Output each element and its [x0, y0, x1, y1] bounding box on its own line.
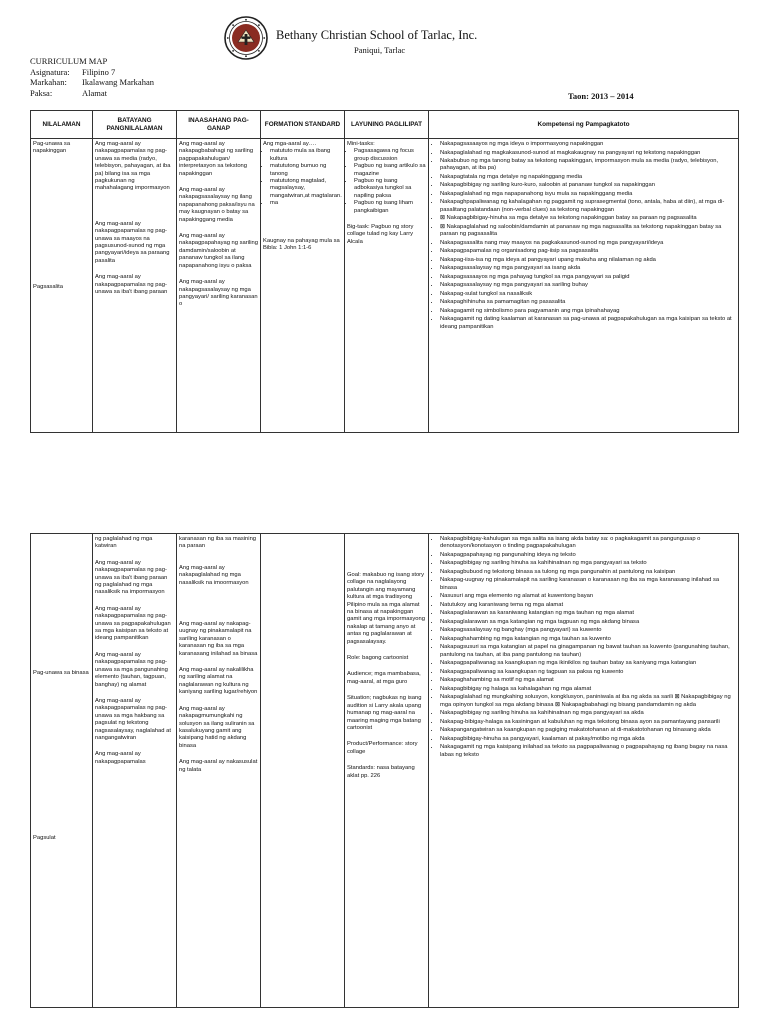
layunin-goal: Goal: makabuo ng isang story collage na naglalayong palutangin ang mayamang kultura at mga tradisyong Pilipino mula sa mga alamat na binasa at napakinggan gamit ang mga impormasyong nakalap at tamang anyo at antas ng paglalarawan at pagsasalaysay. [347, 572, 425, 645]
meta-value: Alamat [82, 87, 108, 98]
school-year: Taon: 2013 – 2014 [568, 91, 634, 101]
col-header-layunin: LAYUNING PAGLILIPAT [345, 111, 429, 139]
meta-row-asignatura [30, 67, 154, 78]
list-item: • Nakapangangatwiran sa kaangkupan ng pagiging makatotohanan at di-makatotohanan ng binasang akda [440, 727, 736, 734]
formation-item: • ma [270, 200, 342, 207]
list-item: • Nakapaghpapaliwanag ng kahalagahan ng paggamit ng suprasegmental (tono, antala, haba at diin), at mga di-pasalitang palatandaan (non-verbal clues) sa tekstong napakinggan [440, 199, 736, 214]
document-meta [30, 56, 154, 98]
school-seal-logo [224, 16, 268, 60]
list-item: • Nakapagbibigay-hinuha sa pangyayari, kaalaman at pakay/motibo ng mga akda [440, 736, 736, 743]
nilalaman-item: Pag-unawa sa napakinggan [33, 141, 71, 155]
list-item: • Nakapagbibigay ng sariling kuro-kuro, saloobin at pananaw tungkol sa napakinggan [440, 182, 736, 189]
inaasahan-item: Ang mag-aaral ay nakapagpapahayag ng sariling damdamin/saloobin at pananaw tungkol sa ilang napapanahong isyu o paksa [179, 233, 258, 269]
cell-batayang [93, 139, 177, 433]
list-item: • Nakapagtatala ng mga detalye ng napakinggang media [440, 174, 736, 181]
list-item: • Nakapagbibigay ng halaga sa kahalagahan ng mga alamat [440, 686, 736, 693]
layunin-role: Role: bagong cartoonist [347, 655, 409, 662]
meta-label: Markahan: [30, 77, 67, 87]
batayang-item: Ang mag-aaral ay nakapagpapamalas ng pag-unawa sa iba't ibang paraan [95, 274, 168, 296]
col-header-batayang: BATAYANG PANGNILALAMAN [93, 111, 177, 139]
cell-layunin [345, 534, 429, 1008]
list-item: • Nakapagbibigay ng sariling hinuha sa kahihinatnan ng mga pangyayari sa akda [440, 710, 736, 717]
layunin-situation: Situation; nagbukas ng isang audition si Larry akala upang humanap ng mag-aaral na maaring maging mga batang cartoonist [347, 695, 422, 731]
formation-intro: Ang mga-aaral ay…. [263, 141, 317, 147]
curriculum-table-page-1 [30, 110, 739, 433]
list-item: • Nakapagsasalaysay ng banghay (mga pangyayari) sa kuwento [440, 627, 736, 634]
list-item: • Nakapaglalahad ng magkakasunod-sunod at magkakaugnay na pangyayari ng tekstong napakinggan [440, 150, 736, 157]
meta-label: Asignatura: [30, 66, 70, 77]
nilalaman-item: Pag-unawa sa binasa [33, 670, 89, 676]
list-item: • Nakapagsasaayos ng mga ideya o impormasyong napakinggan [440, 141, 736, 148]
meta-row-markahan [30, 77, 154, 88]
col-header-kompetensi: Kompetensi ng Pampagkatoto [429, 111, 739, 139]
cell-nilalaman [31, 139, 93, 433]
cell-inaasahan [177, 534, 261, 1008]
meta-label: Paksa: [30, 87, 53, 98]
inaasahan-item: Ang mag-aaral ay nakapagmumungkahi ng solusyon sa ilang suliranin sa kasalukuyang gamit ang kaisipang hatid ng akdang binasa [179, 705, 255, 749]
meta-value: Filipino 7 [82, 66, 116, 77]
formation-item: • matututo mula sa ibang kultura [270, 148, 342, 163]
col-header-inaasahan: INAASAHANG PAG-GANAP [177, 111, 261, 139]
cell-layunin [345, 139, 429, 433]
meta-row-paksa [30, 88, 154, 99]
list-item: • Nasusuri ang mga elemento ng alamat at kuwentong bayan [440, 593, 736, 600]
nilalaman-item: Pagsasalita [33, 283, 63, 290]
list-item: • Nakapagpapamalas ng organisadong pag-iisip sa pagsasalita [440, 248, 736, 255]
layunin-item: • Pagbuo ng isang liham pangkaibigan [354, 200, 426, 215]
list-item: • Nakapaglalahad ng mga napapanahong isyu mula sa napakinggang media [440, 191, 736, 198]
list-item: • Nakapag-bibigay-halaga sa kasiningan at kabuluhan ng mga tekstong binasa ayon sa pamantayang pansarili [440, 719, 736, 726]
list-item: • Nakapagbibigay-kahulugan sa mga salita sa isang akda batay sa: o pagkakagamit sa pangungusap o denotasyon/konotasyon o tinding pagpapakahulugan [440, 536, 736, 551]
batayang-item: Ang mag-aaral ay nakapagpapamalas [95, 751, 146, 765]
cell-batayang [93, 534, 177, 1008]
inaasahan-item: Ang mag-aaral ay nakapaglalahad ng mga nasaliksik na imoormasyon [179, 564, 249, 586]
list-item: • Nakapaglalahad ng mungkahing solusyon, kongklusyon, paniniwala at iba ng akda sa sarili ⊠ Nakapagbibigay ng mga opinyon tungkol sa mga akdang binasa ⊠ Nakapagbabahagi ng bisang pandamdamin ng akda [440, 694, 736, 709]
cell-inaasahan [177, 139, 261, 433]
layunin-item: • Pagbuo ng isang artikulo sa magazine [354, 163, 426, 178]
table-header-row [31, 111, 739, 139]
inaasahan-item: karanasan ng iba sa masining na paraan [179, 536, 257, 550]
list-item: • Nakagagamit ng mga kaisipang inilahad sa teksto sa pagpapaliwanag o pagpapahayag ng ibang bagay na nasa labas ng teksto [440, 744, 736, 759]
table-row [31, 534, 739, 1008]
list-item: • Nakapagpapaliwanag sa kaangkupan ng tagpuan sa paksa ng kuwento [440, 669, 736, 676]
list-item: • Natutukoy ang karaniwang tema ng mga alamat [440, 602, 736, 609]
list-item: • Nakapagbibigay ng sariling hinuha sa kahihinatnan ng mga pangyayari sa teksto [440, 560, 736, 567]
list-item: • Nakapaglalarawan sa karaniwang katangian ng mga tauhan ng mga alamat [440, 610, 736, 617]
layunin-standards: Standards: nasa batayang aklat pp. 226 [347, 765, 415, 779]
inaasahan-item: Ang mag-aaral ay nakasusulat ng talata [179, 759, 258, 773]
list-item: • Nakapagpapaliwanag sa kaangkupan ng mga ikinikilos ng tauhan batay sa kaniyang mga katangian [440, 660, 736, 667]
list-item: • Nakapaghahambing sa motif ng mga alamat [440, 677, 736, 684]
kompetensi-list [431, 536, 736, 759]
school-name: Bethany Christian School of Tarlac, Inc. [276, 28, 478, 42]
list-item: • Nakapaglalarawan sa mga katangian ng mga tagpuan ng mga akdang binasa [440, 619, 736, 626]
batayang-item: Ang mag-aaral ay nakapagpapamalas ng pag-unawa sa iba't ibang paraan ng paglalahad ng mga nasaliksik na impormasyon [95, 559, 168, 596]
layunin-item: • Pagbuo ng isang adbokasiya tungkol sa napiling paksa [354, 178, 426, 200]
layunin-product: Product/Performance: story collage [347, 741, 418, 755]
layunin-audience: Audience; mga mambabasa, mag-aaral, at mga guro [347, 671, 421, 685]
list-item: • Nakapaghahambing ng mga katangian ng mga tauhan sa kuwento [440, 636, 736, 643]
layunin-item: • Pagsasagawa ng focus group discussion [354, 148, 426, 163]
nilalaman-item: Pagsulat [33, 835, 56, 842]
cell-kompetensi [429, 139, 739, 433]
inaasahan-item: Ang mag-aaral ay nakapagsasalaysay ng mga pangyayari/ sariling karanasan o [179, 279, 258, 308]
formation-item: • matututong bumuo ng tanong [270, 163, 342, 178]
formation-bible-reference: Kaugnay na pahayag mula sa Bibla: 1 John 1:1-6 [263, 237, 340, 252]
layunin-list [347, 148, 426, 215]
cell-formation [261, 534, 345, 1008]
cell-formation [261, 139, 345, 433]
inaasahan-item: Ang mag-aaral ay nakapagsasalaysay ng ilang napapanahong paksa/isyu na may kaugnayan o batay sa napakinggang media [179, 187, 255, 223]
list-item: • Nakapag-sulat tungkol sa nasaliksik [440, 291, 736, 298]
batayang-item: Ang mag-aaral ay nakapagpapamalas ng pag-unawa sa media (radyo, telebisyon, pahayagan, at iba pa) bilang isa sa mga pagkukunan ng mahahalagang impormasyon [95, 141, 171, 192]
list-item: • Nakabubuo ng mga tanong batay sa tekstong napakinggan, impormasyon mula sa media (radyo, telebisyon, pahayagan, at iba pa) [440, 158, 736, 173]
list-item: • Nakagagamit ng dating kaalaman at karanasan sa pag-unawa at pagpapakahulugan sa mga kaisipan sa teksto at ideang pampanitikan [440, 316, 736, 331]
batayang-item: ng paglalahad ng mga katwiran [95, 536, 153, 550]
meta-value: Ikalawang Markahan [82, 77, 154, 87]
col-header-formation: FORMATION STANDARD [261, 111, 345, 139]
layunin-big-task: Big-task: Pagbuo ng story collage tulad ng kay Larry Alcala [347, 224, 414, 245]
batayang-item: Ang mag-aaral ay nakapagpapamalas ng pag-unawa sa maayos na pagsusunod-sunod ng mga pangyayari/ideya sa paraang pasalita [95, 220, 170, 264]
list-item: • ⊠ Nakapagbibigay-hinuha sa mga detalye sa tekstong napakinggan batay sa paraan ng pagsasalita [440, 215, 736, 222]
list-item: • Nakapagsasalita nang may maayos na pagkakasunod-sunod ng mga pangyayari/ideya [440, 240, 736, 247]
list-item: • Nakapagsasalaysay ng mga pangyayari sa sariling buhay [440, 282, 736, 289]
list-item: • Nakapaghihinuha sa pamamagitan ng pasasalita [440, 299, 736, 306]
batayang-item: Ang mag-aaral ay nakapagpapamalas ng pag-unawa sa mga hakbang sa pagsulat ng tekstong nagsasalaysay, naglalahad at nangangatwiran [95, 697, 171, 741]
list-item: • Nakapagsasalaysay ng mga pangyayari sa isang akda [440, 265, 736, 272]
kompetensi-list [431, 141, 736, 331]
list-item: • Nakapagsasaayos ng mga pahayag tungkol sa mga pangyayari sa paligid [440, 274, 736, 281]
formation-item: • matututong magtalad, magsalaysay, mangatwiran,at magtalaran. [270, 178, 342, 200]
list-item: • Nakapag-iisa-isa ng mga ideya at pangyayari upang makuha ang nilalaman ng akda [440, 257, 736, 264]
curriculum-table-page-2 [30, 533, 739, 1008]
cell-nilalaman [31, 534, 93, 1008]
batayang-item: Ang mag-aaral ay nakapagpapamalas ng pag-unawa sa mga pangunahing elemento (tauhan, tagpuan, banghay) ng alamat [95, 651, 168, 688]
inaasahan-item: Ang mag-aaral ay nakalilikha ng sariling alamat na naglalarawan ng kultura ng kaniyang sariling lugar/rehiyon [179, 667, 258, 696]
list-item: • Nakapagsusuri sa mga katangian at papel na ginagampanan ng bawat tauhan sa kuwento (pangunahing tauhan, pantulong na tauhan, at iba pang pantulong na tauhan) [440, 644, 736, 659]
inaasahan-item: Ang mag-aaral ay nakapagbabahagi ng sariling pagpapakahulugan/ interpretasyon sa tekstong napakinggan [179, 141, 254, 177]
inaasahan-item: Ang mag-aaral ay nakapag- uugnay ng pinakamalapit na sariling karanasan o karanasan ng iba sa mga karanasang inilahad sa binasa [179, 621, 258, 657]
table-row [31, 139, 739, 433]
layunin-title: Mini-tasks: [347, 141, 375, 147]
list-item: • Nakapagbubuod ng tekstong binasa sa tulong ng mga pangunahin at pantulong na kaisipan [440, 569, 736, 576]
list-item: • Nakapagpapahayag ng pangunahing ideya ng teksto [440, 552, 736, 559]
batayang-item: Ang mag-aaral ay nakapagpapamalas ng pag-unawa sa pagpapakahulugan sa mga kaisipan sa teksto at ideang pampanitikan [95, 605, 171, 642]
list-item: • ⊠ Nakapaglalahad ng saloobin/damdamin at pananaw ng mga nagsasalita sa tekstong napakinggan batay sa paraan ng pagsasalita [440, 224, 736, 239]
list-item: • Nakagagamit ng simbolismo para pagyamanin ang mga ipinahahayag [440, 308, 736, 315]
cell-kompetensi [429, 534, 739, 1008]
document-title: CURRICULUM MAP [30, 56, 108, 66]
col-header-nilalaman: NILALAMAN [31, 111, 93, 139]
list-item: • Nakapag-uugnay ng pinakamalapit na sariling karanasan o karanasan ng iba sa mga karanasang inilahad sa binasa [440, 577, 736, 592]
formation-list [263, 148, 342, 207]
school-location: Paniqui, Tarlac [354, 45, 406, 55]
